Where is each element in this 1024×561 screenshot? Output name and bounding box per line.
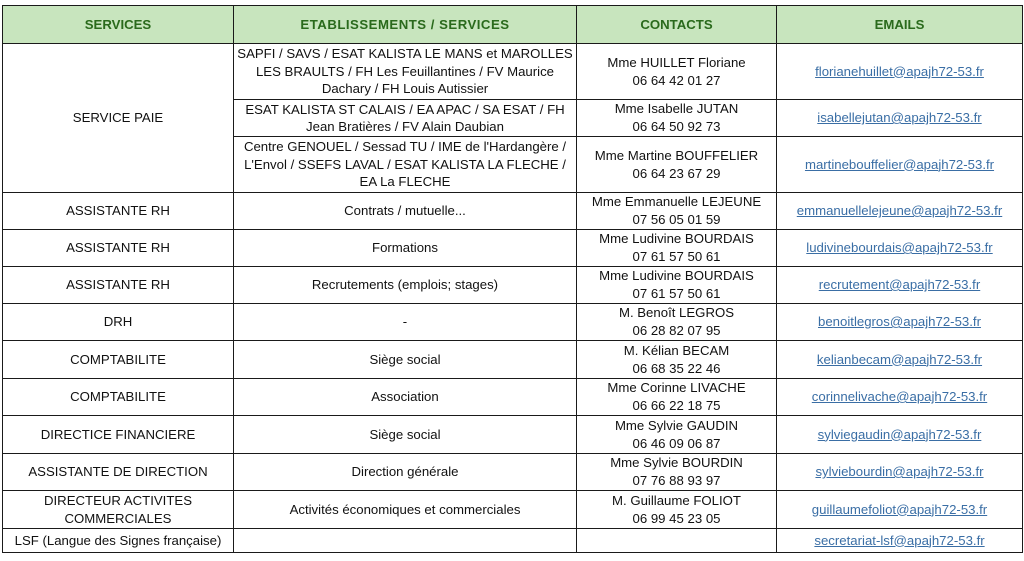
contact-cell [577,379,777,416]
email-cell [777,341,1023,379]
email-cell [777,304,1023,341]
contact-cell [577,193,777,230]
email-link[interactable]: emmanuellelejeune@apajh72-53.fr [796,203,1003,218]
email-link[interactable]: isabellejutan@apajh72-53.fr [817,110,982,125]
etablissement-cell [234,529,577,553]
email-link[interactable]: guillaumefoliot@apajh72-53.fr [811,501,988,517]
table-row [3,341,1023,379]
contact-phone: 07 76 88 93 97 [632,473,721,488]
email-cell [777,193,1023,230]
contacts-table [2,5,1023,553]
contact-name: Mme Sylvie GAUDIN [614,417,739,433]
email-cell [777,230,1023,267]
contact-phone: 06 64 50 92 73 [632,119,721,134]
etablissement-cell: Siège social [234,416,577,454]
etablissement-cell: Contrats / mutuelle... [234,193,577,230]
service-cell: COMPTABILITE [3,379,234,416]
contact-name: Mme Isabelle JUTAN [614,101,739,116]
etablissement-cell: Formations [234,230,577,267]
contact-name: Mme Ludivine BOURDAIS [599,268,754,283]
contact-name: Mme Martine BOUFFELIER [594,147,759,163]
service-paie-cell: SERVICE PAIE [3,44,234,193]
contact-phone: 07 61 57 50 61 [632,249,721,264]
email-link[interactable]: benoitlegros@apajh72-53.fr [818,314,981,329]
table-row [3,44,1023,100]
service-cell: DIRECTICE FINANCIERE [3,416,234,454]
contact-phone: 06 68 35 22 46 [632,360,721,376]
email-link[interactable]: sylviegaudin@apajh72-53.fr [817,426,982,442]
table-row [3,416,1023,454]
email-link[interactable]: recrutement@apajh72-53.fr [818,277,981,292]
etablissement-cell: Siège social [234,341,577,379]
table-row [3,379,1023,416]
header-emails: EMAILS [777,6,1023,44]
table-row [3,267,1023,304]
service-cell: ASSISTANTE RH [3,230,234,267]
email-cell [777,100,1023,137]
email-cell [777,379,1023,416]
contact-name: Mme Emmanuelle LEJEUNE [591,194,762,209]
email-link[interactable]: ludivinebourdais@apajh72-53.fr [806,240,993,255]
email-cell [777,491,1023,529]
table-row [3,304,1023,341]
contact-cell [577,100,777,137]
service-cell: LSF (Langue des Signes française) [3,529,234,553]
etablissement-cell: Activités économiques et commerciales [234,491,577,529]
email-link[interactable]: kelianbecam@apajh72-53.fr [816,351,983,367]
email-cell [777,44,1023,100]
contact-name: M. Benoît LEGROS [618,305,735,320]
email-cell [777,416,1023,454]
email-link[interactable]: florianehuillet@apajh72-53.fr [815,63,984,79]
contact-cell [577,529,777,553]
contact-name: Mme Sylvie BOURDIN [610,455,743,470]
table-row [3,529,1023,553]
contact-phone: 06 99 45 23 05 [632,510,721,526]
table-row [3,491,1023,529]
service-cell: DRH [3,304,234,341]
contact-cell [577,304,777,341]
table-row [3,230,1023,267]
contact-phone: 06 64 23 67 29 [632,165,721,181]
etablissement-cell: - [234,304,577,341]
etablissement-cell: Direction générale [234,454,577,491]
contact-cell [577,491,777,529]
email-cell [777,137,1023,193]
contact-phone: 06 64 42 01 27 [632,72,721,88]
etablissement-cell: SAPFI / SAVS / ESAT KALISTA LE MANS et MAROLLES LES BRAULTS / FH Les Feuillantines / FV Maurice Dachary / FH Louis Autissier [234,44,577,100]
table-row [3,454,1023,491]
contact-name: Mme HUILLET Floriane [607,54,746,70]
contact-cell [577,416,777,454]
contact-phone: 06 28 82 07 95 [632,323,721,338]
header-etablissements: ETABLISSEMENTS / SERVICES [234,6,577,44]
contact-phone: 07 61 57 50 61 [632,286,721,301]
contact-name: Mme Ludivine BOURDAIS [599,231,754,246]
email-cell [777,529,1023,553]
table-row [3,193,1023,230]
contact-cell [577,267,777,304]
service-cell: COMPTABILITE [3,341,234,379]
email-cell [777,454,1023,491]
contact-cell [577,44,777,100]
service-cell: ASSISTANTE RH [3,193,234,230]
etablissement-cell: Recrutements (emplois; stages) [234,267,577,304]
etablissement-cell: Association [234,379,577,416]
contact-cell [577,137,777,193]
service-cell: ASSISTANTE DE DIRECTION [3,454,234,491]
contact-phone: 07 56 05 01 59 [632,212,721,227]
contact-phone: 06 66 22 18 75 [632,398,721,413]
etablissement-cell: Centre GENOUEL / Sessad TU / IME de l'Hardangère / L'Envol / SSEFS LAVAL / ESAT KALISTA LA FLECHE / EA La FLECHE [234,137,577,193]
header-services: SERVICES [3,6,234,44]
contact-cell [577,341,777,379]
contact-cell [577,454,777,491]
service-cell: ASSISTANTE RH [3,267,234,304]
email-cell [777,267,1023,304]
header-contacts: CONTACTS [577,6,777,44]
contact-name: M. Guillaume FOLIOT [612,492,741,508]
email-link[interactable]: corinnelivache@apajh72-53.fr [811,389,988,404]
email-link[interactable]: secretariat-lsf@apajh72-53.fr [814,532,985,548]
service-cell: DIRECTEUR ACTIVITES COMMERCIALES [3,491,234,529]
email-link[interactable]: sylviebourdin@apajh72-53.fr [815,464,984,479]
contact-name: M. Kélian BECAM [623,342,730,358]
email-link[interactable]: martinebouffelier@apajh72-53.fr [804,156,995,172]
contact-phone: 06 46 09 06 87 [632,435,721,451]
contact-name: Mme Corinne LIVACHE [607,380,746,395]
header-row [3,6,1023,44]
etablissement-cell: ESAT KALISTA ST CALAIS / EA APAC / SA ESAT / FH Jean Bratières / FV Alain Daubian [234,100,577,137]
contact-cell [577,230,777,267]
